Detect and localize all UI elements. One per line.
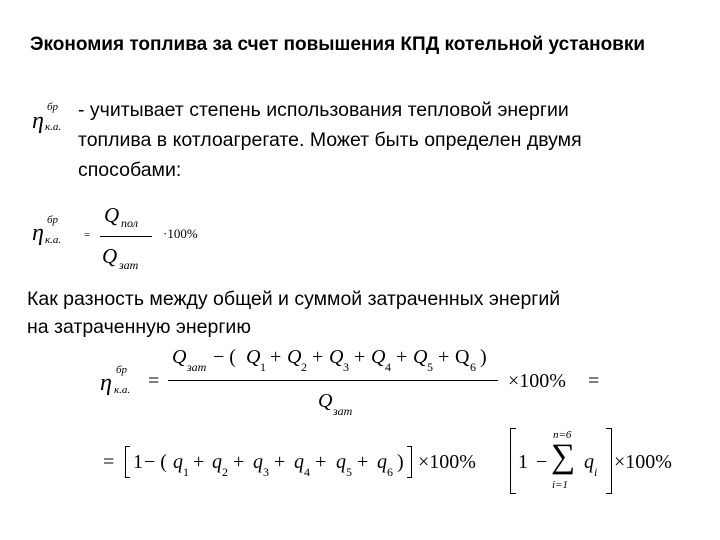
times-100-percent: ·100% xyxy=(163,226,198,241)
idx-1: 1 xyxy=(260,360,266,374)
idx-3: 3 xyxy=(263,465,269,479)
q5: Q xyxy=(413,346,428,368)
definition-line-1: - учитывает степень использования тепловой энергии xyxy=(78,99,569,121)
equals-sign: = xyxy=(103,451,115,473)
q1: Q xyxy=(246,346,261,368)
q-i: q xyxy=(584,451,594,473)
sub-ka: к.а. xyxy=(45,121,62,133)
idx-3: 3 xyxy=(343,360,349,374)
idx-5: 5 xyxy=(346,465,352,479)
definition-line-2: топлива в котлоагрегате. Может быть определен двумя xyxy=(78,129,582,151)
plus-3: + xyxy=(274,451,286,473)
minus-open-paren: − ( xyxy=(144,451,167,473)
sup-br: бр xyxy=(47,214,59,226)
sub-ka: к.а. xyxy=(114,384,131,396)
idx-4: 4 xyxy=(304,465,310,479)
fraction-bar xyxy=(168,380,498,381)
left-square-bracket-large xyxy=(510,428,516,494)
idx-6: 6 xyxy=(387,465,393,479)
q-zat: Q xyxy=(172,346,187,368)
q6-small: q xyxy=(377,451,387,473)
plus-5: + xyxy=(357,451,369,473)
eta-glyph: η xyxy=(32,108,44,134)
method-2-line-1: Как разность между общей и суммой затраченных энергий xyxy=(27,288,561,310)
definition-line-3: способами: xyxy=(78,159,182,181)
sub-ka: к.а. xyxy=(45,234,62,246)
plus-1: + xyxy=(193,451,205,473)
q4: Q xyxy=(371,346,386,368)
q-zat-denominator: Q xyxy=(318,390,333,412)
q6: Q xyxy=(455,346,470,368)
plus-3: + xyxy=(354,346,366,368)
times-100-percent: ×100% xyxy=(508,370,566,392)
left-square-bracket xyxy=(125,446,130,478)
q2: Q xyxy=(287,346,302,368)
sum-upper-limit: n=6 xyxy=(553,429,572,441)
eta-glyph: η xyxy=(100,370,112,396)
equals-sign: = xyxy=(148,370,160,392)
eta-glyph: η xyxy=(32,220,44,246)
idx-5: 5 xyxy=(427,360,433,374)
sigma-icon: ∑ xyxy=(551,438,576,475)
sup-br: бр xyxy=(47,101,59,113)
plus-4: + xyxy=(315,451,327,473)
plus-2: + xyxy=(233,451,245,473)
idx-4: 4 xyxy=(385,360,391,374)
times-100-percent-final: ×100% xyxy=(614,451,672,473)
q1-small: q xyxy=(173,451,183,473)
method-2-line-2: на затраченную энергию xyxy=(27,316,251,338)
plus-2: + xyxy=(312,346,324,368)
idx-2: 2 xyxy=(222,465,228,479)
minus-b: − xyxy=(536,451,548,473)
q4-small: q xyxy=(294,451,304,473)
idx-6: 6 xyxy=(470,360,476,374)
plus-4: + xyxy=(396,346,408,368)
idx-2: 2 xyxy=(301,360,307,374)
close-paren: ) xyxy=(480,346,487,368)
times-100-percent: ×100% xyxy=(418,451,476,473)
one: 1 xyxy=(133,451,143,473)
equals-sign-end: = xyxy=(588,370,600,392)
q2-small: q xyxy=(212,451,222,473)
q-denominator: Q xyxy=(102,244,118,268)
q3-small: q xyxy=(253,451,263,473)
sub-zat: зат xyxy=(119,258,139,272)
right-square-bracket-large xyxy=(606,428,612,494)
q-numerator: Q xyxy=(104,203,120,227)
sum-lower-limit: i=1 xyxy=(552,479,568,491)
sub-zat: зат xyxy=(187,360,207,374)
fraction-bar xyxy=(100,236,152,237)
plus-5: + xyxy=(438,346,450,368)
slide-title: Экономия топлива за счет повышения КПД котельной установки xyxy=(30,34,646,55)
sub-pol: пол xyxy=(121,216,138,230)
sub-zat: зат xyxy=(333,404,353,418)
close-paren: ) xyxy=(397,451,404,473)
one-b: 1 xyxy=(518,451,528,473)
minus-open-paren: − ( xyxy=(213,346,236,368)
idx-i: i xyxy=(594,465,598,479)
q3: Q xyxy=(329,346,344,368)
equals-sign: = xyxy=(84,229,91,241)
sup-br: бр xyxy=(116,364,128,376)
q5-small: q xyxy=(336,451,346,473)
right-square-bracket xyxy=(407,446,412,478)
plus-1: + xyxy=(270,346,282,368)
idx-1: 1 xyxy=(183,465,189,479)
